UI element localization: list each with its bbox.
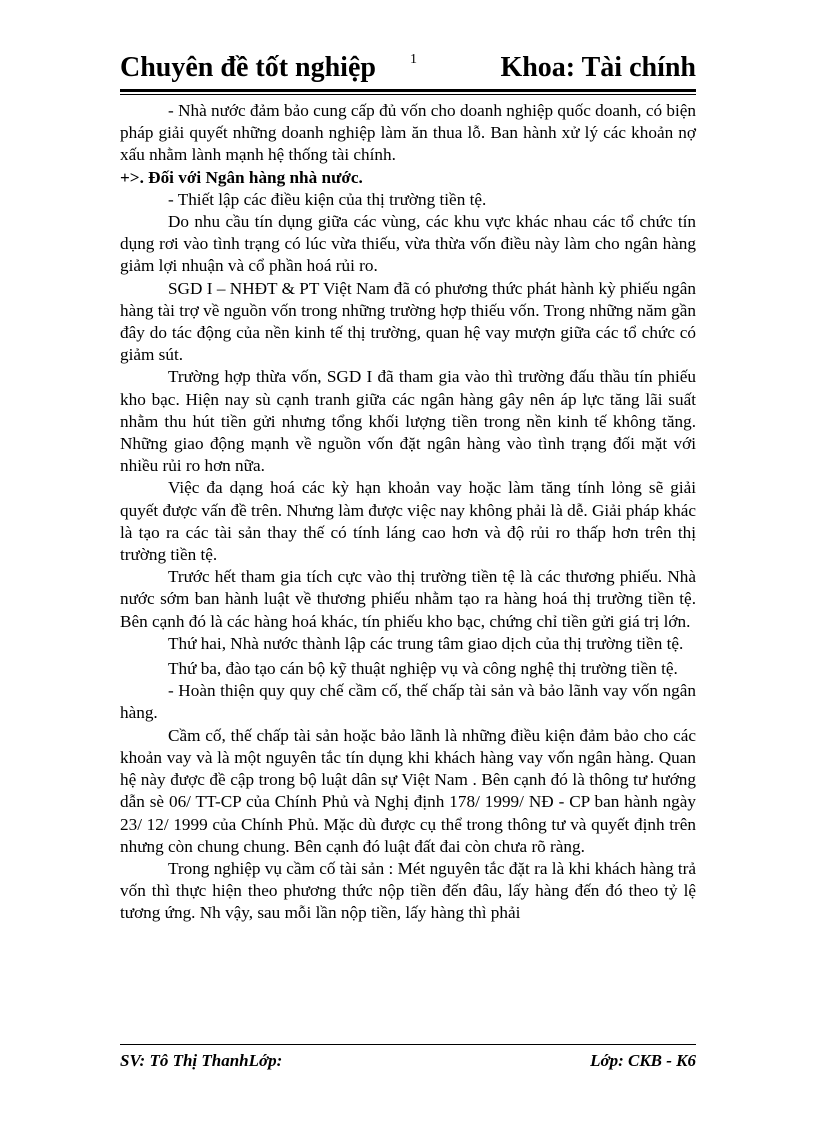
footer-class: Lớp: CKB - K6	[590, 1051, 696, 1070]
paragraph: SGD I – NHĐT & PT Việt Nam đã có phương thức phát hành kỳ phiếu ngân hàng tài trợ về nguồn vốn trong những trường hợp thiếu vốn. Trong những năm gần đây do tác động của nền kinh tế thị trường, quan hệ vay mượn giữa các tổ chức có giảm sút.	[120, 278, 696, 365]
paragraph: Cầm cố, thế chấp tài sản hoặc bảo lãnh là những điều kiện đảm bảo cho các khoản vay và là một nguyên tắc tín dụng khi khách hàng vay vốn ngân hàng. Quan hệ này được đề cập trong bộ luật dân sự Việt Nam . Bên cạnh đó là thông tư hướng dẫn sè 06/ TT-CP của Chính Phủ và Nghị định 178/ 1999/ NĐ - CP ban hành ngày 23/ 12/ 1999 của Chính Phủ. Mặc dù được cụ thể trong thông tư và quyết định trên nhưng còn chung chung. Bên cạnh đó luật đất đai còn chưa rõ ràng.	[120, 725, 696, 856]
page-number: 1	[410, 52, 417, 67]
paragraph: Trước hết tham gia tích cực vào thị trường tiền tệ là các thương phiếu. Nhà nước sớm ban hành luật về thương phiếu nhằm tạo ra hàng hoá thị trường tiền tệ. Bên cạnh đó là các hàng hoá khác, tín phiếu kho bạc, chứng chỉ tiền gửi giá trị lớn.	[120, 567, 696, 631]
paragraph: Trường hợp thừa vốn, SGD I đã tham gia vào thì trường đấu thầu tín phiếu kho bạc. Hiện nay sù cạnh tranh giữa các ngân hàng gây nên áp lực tăng lãi suất nhằm thu hút tiền gửi nhưng tổng khối lượng tiền trong nền kinh tế không tăng. Những giao động mạnh về nguồn vốn đặt ngân hàng vào tình trạng đối mặt với nhiều rủi ro hơn nữa.	[120, 367, 696, 476]
section-heading: +>. Đối với Ngân hàng nhà nước.	[120, 167, 363, 187]
header-rule-thin	[120, 94, 696, 95]
header-rule-thick	[120, 89, 696, 92]
paragraph: Thứ hai, Nhà nước thành lập các trung tâm giao dịch của thị trường tiền tệ.	[168, 633, 684, 653]
paragraph: Do nhu cầu tín dụng giữa các vùng, các khu vực khác nhau các tổ chức tín dụng rơi vào tình trạng có lúc vừa thiếu, vừa thừa vốn điều này làm cho ngân hàng giảm lợi nhuận và cổ phần hoá rủi ro.	[120, 212, 696, 276]
paragraph: Trong nghiệp vụ cầm cố tài sản : Mét nguyên tắc đặt ra là khi khách hàng trả vốn thì thực hiện theo phương thức nộp tiền đến đâu, lấy hàng đến đó theo tỷ lệ tương ứng. Nh vậy, sau mỗi lần nộp tiền, lấy hàng thì phải	[120, 858, 696, 923]
footer-rule	[120, 1044, 696, 1045]
document-body	[120, 100, 696, 925]
header-title: Chuyên đề tốt nghiệp	[120, 52, 376, 83]
page-header	[120, 50, 696, 90]
paragraph: Thứ ba, đào tạo cán bộ kỹ thuật nghiệp vụ và công nghệ thị trường tiền tệ.	[168, 659, 678, 679]
paragraph: - Nhà nước đảm bảo cung cấp đủ vốn cho doanh nghiệp quốc doanh, có biện pháp giải quyết những doanh nghiệp làm ăn thua lỗ. Ban hành xử lý các khoản nợ xấu nhằm lành mạnh hệ thống tài chính.	[120, 101, 696, 165]
paragraph: Việc đa dạng hoá các kỳ hạn khoản vay hoặc làm tăng tính lỏng sẽ giải quyết được vấn đề trên. Nhưng làm được việc nay không phải là dễ. Giải pháp khác là tạo ra các tài sản thay thế có tính láng cao hơn và độ rủi ro thấp hơn trên thị trường tiền tệ.	[120, 478, 696, 565]
header-department: Khoa: Tài chính	[500, 52, 696, 83]
paragraph: - Thiết lập các điều kiện của thị trường tiền tệ.	[168, 189, 487, 209]
paragraph: - Hoàn thiện quy quy chế cầm cố, thế chấp tài sản và bảo lãnh vay vốn ngân hàng.	[120, 681, 696, 723]
footer-student: SV: Tô Thị ThanhLớp:	[120, 1051, 283, 1070]
